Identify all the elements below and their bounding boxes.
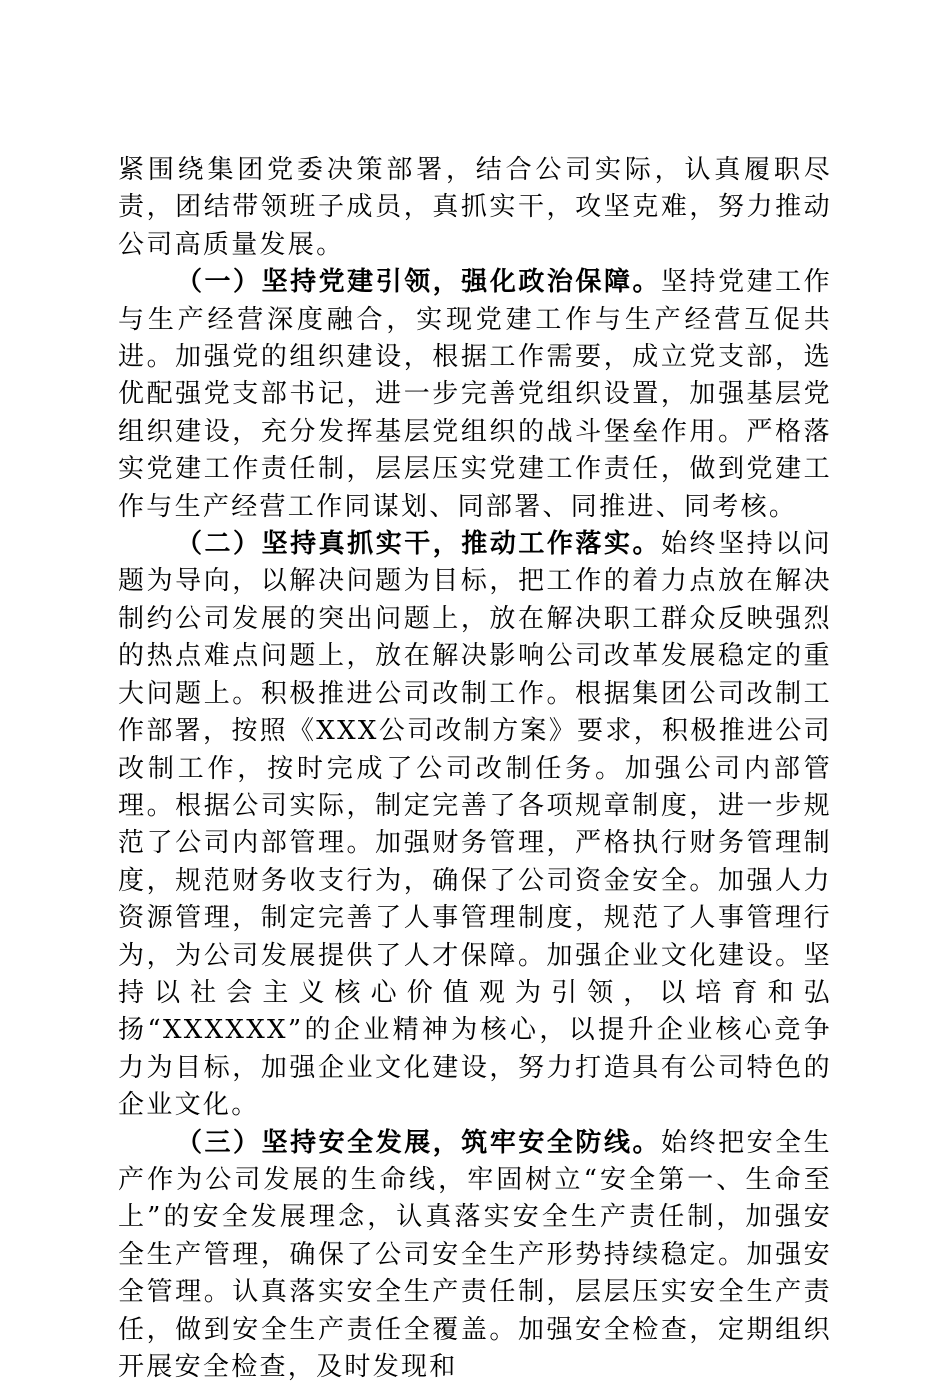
section-1-text: 坚持党建工作与生产经营深度融合，实现党建工作与生产经营互促共进。加强党的组织建设，根据工作需要，成立党支部，选优配强党支部书记，进一步完善党组织设置，加强基层党组织建设，充分发挥基层党组织的战斗堡垒作用。严格落实党建工作责任制，层层压实党建工作责任，做到党建工作与生产经营工作同谋划、同部署、同推进、同考核。 (118, 267, 832, 522)
paragraph-section-3 (118, 1125, 832, 1386)
section-3-heading: （三）坚持安全发展，筑牢安全防线。 (176, 1127, 662, 1158)
section-2-text: 始终坚持以问题为导向，以解决问题为目标，把工作的着力点放在解决制约公司发展的突出问题上，放在解决职工群众反映强烈的热点难点问题上，放在解决影响公司改革发展稳定的重大问题上。积极推进公司改制工作。根据集团公司改制工作部署，按照《XXX公司改制方案》要求，积极推进公司改制工作，按时完成了公司改制任务。加强公司内部管理。根据公司实际，制定完善了各项规章制度，进一步规范了公司内部管理。加强财务管理，严格执行财务管理制度，规范财务收支行为，确保了公司资金安全。加强人力资源管理，制定完善了人事管理制度，规范了人事管理行为，为公司发展提供了人才保障。加强企业文化建设。坚持以社会主义核心价值观为引领，以培育和弘扬“XXXXXX”的企业精神为核心，以提升企业核心竞争力为目标，加强企业文化建设，努力打造具有公司特色的企业文化。 (118, 529, 832, 1121)
paragraph-intro (118, 152, 832, 264)
document-page (118, 152, 832, 1386)
paragraph-section-2 (118, 526, 832, 1125)
paragraph-intro-text: 紧围绕集团党委决策部署，结合公司实际，认真履职尽责，团结带领班子成员，真抓实干，攻坚克难，努力推动公司高质量发展。 (118, 155, 832, 260)
paragraph-section-1 (118, 264, 832, 526)
section-2-heading: （二）坚持真抓实干，推动工作落实。 (176, 529, 662, 560)
section-1-heading: （一）坚持党建引领，强化政治保障。 (176, 267, 662, 298)
section-3-text: 始终把安全生产作为公司发展的生命线，牢固树立“安全第一、生命至上”的安全发展理念，认真落实安全生产责任制，加强安全生产管理，确保了公司安全生产形势持续稳定。加强安全管理。认真落实安全生产责任制，层层压实安全生产责任，做到安全生产责任全覆盖。加强安全检查，定期组织开展安全检查，及时发现和 (118, 1127, 832, 1382)
